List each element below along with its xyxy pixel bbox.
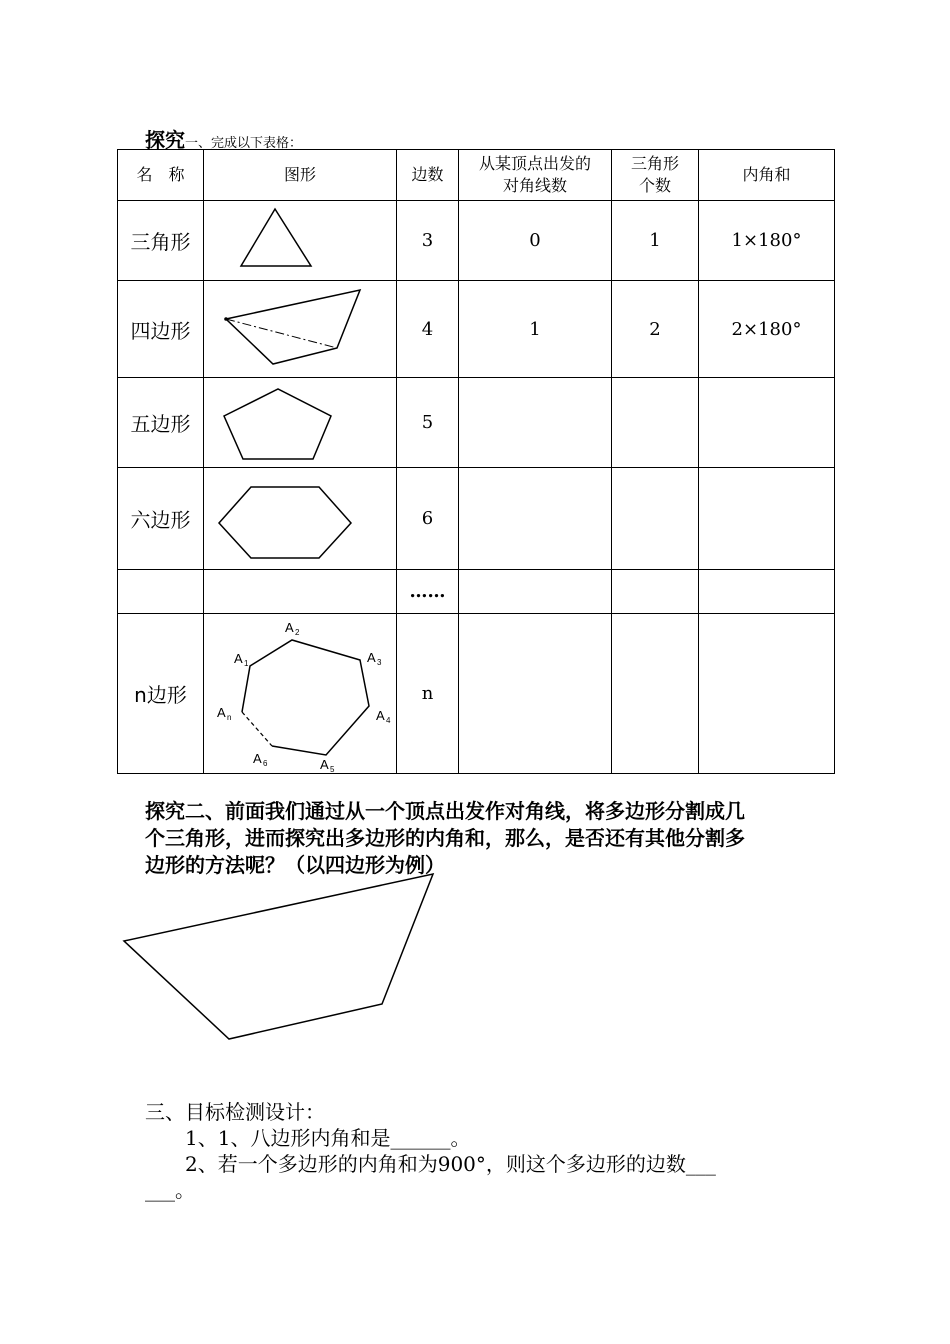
row-name: 五边形 [118,378,204,468]
label-a1-sub: 1 [244,658,249,668]
label-a5-sub: 5 [330,764,335,773]
row-diagonals: 1 [459,281,612,378]
label-a1-letter: A [234,650,243,666]
row-name: 三角形 [118,201,204,281]
header-diagonals-line1: 从某顶点出发的 [478,154,591,173]
label-a4-letter: A [376,707,385,723]
row-sides: 5 [397,378,459,468]
question-1: 1、1、八边形内角和是______。 [185,1126,471,1150]
section2-line: 探究二、前面我们通过从一个顶点出发作对角线，将多边形分割成几 [145,799,745,823]
label-an-letter: A [217,704,226,720]
label-a4-sub: 4 [386,715,391,725]
header-angle-sum: 内角和 [699,150,835,201]
label-a2-sub: 2 [295,627,300,637]
section2-line: 个三角形，进而探究出多边形的内角和，那么，是否还有其他分割多 [145,826,745,850]
row-sides: …… [397,570,459,614]
row-triangles: 2 [612,281,699,378]
question-2-line2: ___。 [145,1178,195,1202]
section3-heading: 三、目标检测设计： [145,1100,325,1124]
row-sides: n [397,614,459,774]
row-diagonals: 0 [459,201,612,281]
row-name: 四边形 [118,281,204,378]
section1-title-big: 探究 [145,128,185,152]
label-a6-sub: 6 [263,758,268,768]
row-name: n边形 [118,614,204,774]
header-triangles-line2: 个数 [638,176,671,195]
label-a2-letter: A [285,619,294,635]
row-angle-sum: 2×180° [699,281,835,378]
row-sides: 6 [397,468,459,570]
row-name: 六边形 [118,468,204,570]
label-a3-sub: 3 [377,657,382,667]
question-2-line1: 2、若一个多边形的内角和为900°，则这个多边形的边数___ [185,1152,716,1176]
row-sides: 3 [397,201,459,281]
header-diagonals-line2: 对角线数 [502,176,567,195]
label-a5-letter: A [320,756,329,772]
row-sides: 4 [397,281,459,378]
label-a6-letter: A [253,750,262,766]
row-angle-sum: 1×180° [699,201,835,281]
header-sides: 边数 [397,150,459,201]
label-a3-letter: A [367,649,376,665]
section1-title-small: 一、完成以下表格： [185,136,303,151]
header-figure: 图形 [204,150,397,201]
header-name: 名 称 [118,150,204,201]
section2-line: 边形的方法呢？（以四边形为例） [145,853,445,877]
label-an-sub: n [227,712,232,722]
header-triangles-line1: 三角形 [630,154,679,173]
row-triangles: 1 [612,201,699,281]
